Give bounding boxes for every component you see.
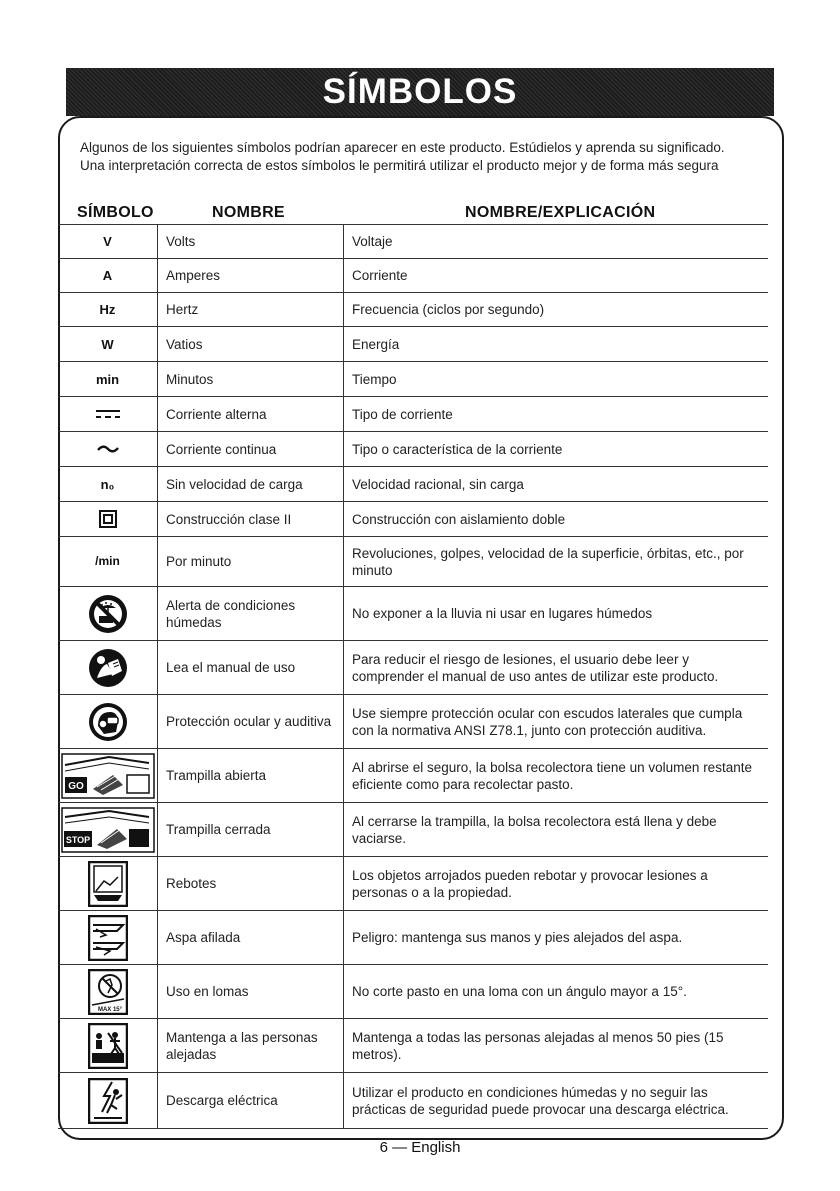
table-row (58, 293, 768, 327)
name-cell: Mantenga a las personas alejadas (158, 1019, 344, 1072)
symbol-cell (58, 695, 158, 748)
explanation-cell: No exponer a la lluvia ni usar en lugares húmedos (352, 606, 653, 621)
symbol-cell (58, 641, 158, 694)
table-row (58, 225, 768, 259)
name-cell: Uso en lomas (158, 965, 344, 1018)
symbol-cell (58, 225, 158, 258)
direct-current-icon (95, 408, 121, 420)
table-row (58, 502, 768, 537)
alternating-current-icon (97, 444, 119, 454)
explanation-cell: Velocidad racional, sin carga (352, 476, 524, 492)
symbol-text: A (102, 268, 113, 283)
table-row (58, 641, 768, 695)
name-cell: Amperes (158, 259, 344, 292)
explanation-cell: Mantenga a todas las personas alejadas al menos 50 pies (15 metros). (352, 1029, 724, 1062)
table-row (58, 467, 768, 502)
table-row (58, 749, 768, 803)
symbol-cell (58, 293, 158, 326)
name-cell: Minutos (158, 362, 344, 396)
symbol-text: /min (95, 554, 120, 568)
explanation-cell: Utilizar el producto en condiciones húmedas y no seguir las prácticas de seguridad puede provocar una descarga eléctrica. (352, 1084, 729, 1117)
symbol-cell (58, 1019, 158, 1072)
read-manual-icon (88, 648, 128, 688)
double-insulation-icon (99, 510, 117, 528)
ricochet-icon (88, 861, 128, 907)
page-footer: 6 — English (379, 1139, 461, 1156)
name-cell: Trampilla cerrada (158, 803, 344, 856)
symbol-cell (58, 803, 158, 856)
symbol-cell (58, 397, 158, 431)
symbol-cell (58, 537, 158, 586)
symbol-cell (58, 857, 158, 910)
name-cell: Descarga eléctrica (158, 1073, 344, 1128)
table-row (58, 397, 768, 432)
explanation-cell: Corriente (352, 268, 408, 283)
name-cell: Rebotes (158, 857, 344, 910)
name-cell: Aspa afilada (158, 911, 344, 964)
symbols-table (58, 224, 768, 1129)
explanation-cell: Construcción con aislamiento doble (352, 511, 566, 527)
explanation-cell: Use siempre protección ocular con escudos laterales que cumpla con la normativa ANSI Z78.1, junto con protección auditiva. (352, 705, 743, 738)
explanation-cell: Los objetos arrojados pueden rebotar y provocar lesiones a personas o a la propiedad. (352, 867, 708, 900)
name-cell: Vatios (158, 327, 344, 361)
symbol-cell (58, 467, 158, 501)
symbol-text: W (101, 336, 114, 352)
explanation-cell: Voltaje (352, 234, 393, 249)
page-title: SÍMBOLOS (322, 72, 518, 111)
explanation-cell: Tipo de corriente (352, 406, 453, 422)
symbol-cell (58, 259, 158, 292)
explanation-cell: Energía (352, 336, 400, 352)
table-row (58, 587, 768, 641)
table-row (58, 259, 768, 293)
symbol-cell (58, 327, 158, 361)
stop-label: STOP (65, 834, 90, 845)
name-cell: Volts (158, 225, 344, 258)
name-cell: Protección ocular y auditiva (158, 695, 344, 748)
name-cell: Lea el manual de uso (158, 641, 344, 694)
symbol-cell (58, 911, 158, 964)
header-name: NOMBRE (212, 204, 285, 221)
name-cell: Corriente continua (158, 432, 344, 466)
symbol-text: V (103, 234, 112, 249)
keep-bystanders-away-icon (88, 1023, 128, 1069)
explanation-cell: Frecuencia (ciclos por segundo) (352, 302, 545, 317)
trap-door-closed-icon (61, 807, 155, 853)
table-row (58, 911, 768, 965)
symbol-cell (58, 502, 158, 536)
name-cell: Trampilla abierta (158, 749, 344, 802)
intro-paragraph: Algunos de los siguientes símbolos podrían aparecer en este producto. Estúdielos y aprenda su significado. Una interpretación correcta de estos símbolos le permitirá utilizar el producto mejor y de forma más segura (80, 140, 725, 173)
explanation-cell: No corte pasto en una loma con un ángulo mayor a 15°. (352, 984, 687, 999)
table-row (58, 803, 768, 857)
max-slope-label: MAX 15° (97, 1006, 122, 1013)
go-label: GO (67, 780, 84, 792)
explanation-cell: Tipo o característica de la corriente (352, 441, 563, 457)
name-cell: Alerta de condiciones húmedas (158, 587, 344, 640)
symbol-cell (58, 362, 158, 396)
explanation-cell: Para reducir el riesgo de lesiones, el usuario debe leer y comprender el manual de uso antes de utilizar este producto. (352, 651, 719, 684)
symbol-cell (58, 1073, 158, 1128)
symbol-cell (58, 587, 158, 640)
name-cell: Hertz (158, 293, 344, 326)
symbol-cell (58, 965, 158, 1018)
symbol-text: n₀ (100, 476, 115, 492)
table-row (58, 1073, 768, 1129)
name-cell: Sin velocidad de carga (158, 467, 344, 501)
trap-door-open-icon (61, 753, 155, 799)
table-row (58, 857, 768, 911)
header-symbol: SÍMBOLO (77, 204, 154, 221)
table-row (58, 432, 768, 467)
wet-conditions-icon (88, 594, 128, 634)
eye-ear-protection-icon (88, 702, 128, 742)
header-explanation: NOMBRE/EXPLICACIÓN (465, 204, 656, 221)
explanation-cell: Al cerrarse la trampilla, la bolsa recolectora está llena y debe vaciarse. (352, 813, 717, 846)
electrical-shock-icon (88, 1078, 128, 1124)
table-row (58, 327, 768, 362)
name-cell: Por minuto (158, 537, 344, 586)
slope-use-icon (88, 969, 128, 1015)
symbol-cell (58, 432, 158, 466)
explanation-cell: Al abrirse el seguro, la bolsa recolectora tiene un volumen restante eficiente como para recolectar pasto. (352, 759, 752, 792)
table-row (58, 1019, 768, 1073)
table-row (58, 362, 768, 397)
sharp-blade-icon (88, 915, 128, 961)
symbol-text: Hz (99, 302, 116, 317)
explanation-cell: Revoluciones, golpes, velocidad de la superficie, órbitas, etc., por minuto (352, 545, 744, 578)
name-cell: Corriente alterna (158, 397, 344, 431)
symbol-cell (58, 749, 158, 802)
explanation-cell: Peligro: mantenga sus manos y pies alejados del aspa. (352, 930, 683, 945)
table-row (58, 695, 768, 749)
explanation-cell: Tiempo (352, 371, 397, 387)
title-banner (66, 68, 774, 116)
table-row (58, 537, 768, 587)
symbol-text: min (95, 371, 120, 387)
table-row (58, 965, 768, 1019)
name-cell: Construcción clase II (158, 502, 344, 536)
